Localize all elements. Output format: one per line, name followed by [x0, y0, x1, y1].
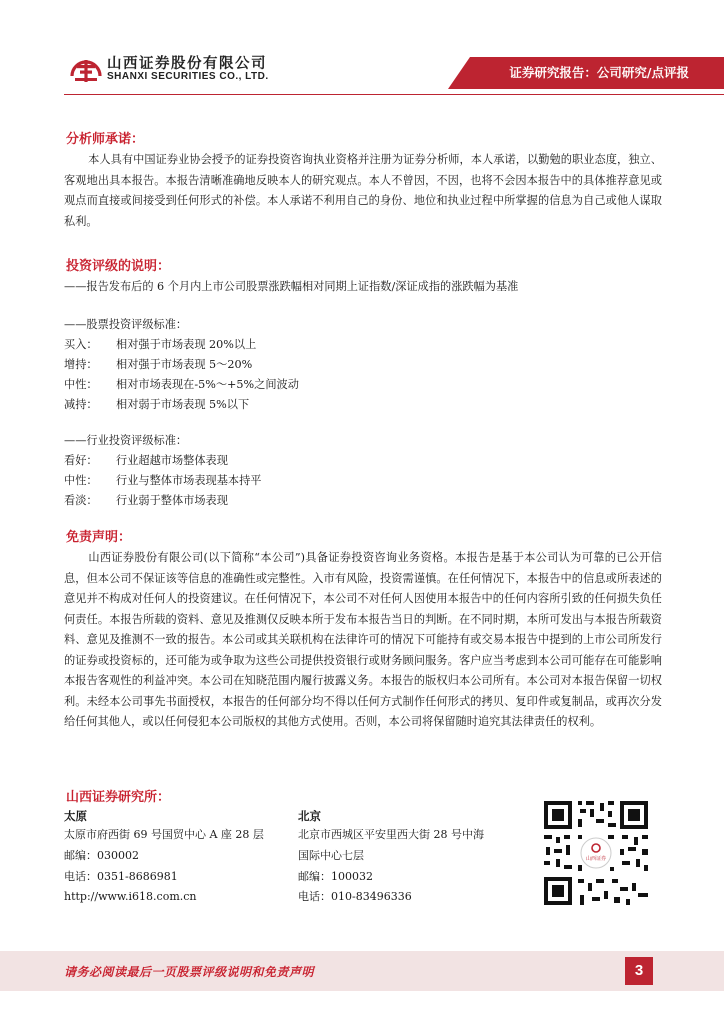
rating-label: 减持：: [64, 398, 98, 411]
qr-code-icon[interactable]: [542, 799, 650, 907]
taiyuan-postcode: 邮编：030002: [64, 849, 139, 862]
disclaimer-line: 本报告中的任何内容所引致的任何损失负任何责任。本报告所载的资料、意见及推测仅反映本所于发布本: [64, 592, 662, 626]
rating-desc: 相对强于市场表现 5～20%: [116, 358, 253, 371]
disclaimer-line: 制品，或再次分发给任何其他人，或以任何侵犯本公司版权的其他方式使用。否则，本公司将保留随时追: [64, 694, 662, 728]
analyst-pledge-title: 分析师承诺：: [66, 132, 145, 147]
stock-rating-heading: ——股票投资评级标准：: [64, 318, 188, 331]
disclaimer-text: [64, 548, 662, 733]
industry-rating-row: [64, 471, 261, 491]
institute-title: 山西证券研究所：: [66, 790, 171, 805]
page-number: 3: [625, 957, 653, 985]
rating-label: 中性：: [64, 378, 98, 391]
footer-note: 请务必阅读最后一页股票评级说明和免责声明: [64, 965, 315, 979]
rating-title: 投资评级的说明：: [66, 259, 171, 274]
analyst-pledge-line: 位和执业过程中所掌握的信息为自己或他人谋取私利。: [64, 194, 662, 228]
stock-rating-row: [64, 395, 249, 415]
disclaimer-line: 本报告中的信息或所表述的意见并不构成对任何人的投资建议。在任何情况下，本公司不对任何人因使用: [64, 571, 662, 605]
analyst-pledge-text: [64, 150, 662, 232]
shanxi-securities-logo-icon: [68, 54, 104, 84]
industry-rating-row: [64, 451, 228, 471]
rating-label: 增持：: [64, 358, 98, 371]
rating-desc: 行业超越市场整体表现: [116, 454, 228, 467]
beijing-address-line1: 北京市西城区平安里西大街 28 号中海: [298, 828, 484, 841]
rating-desc: 相对市场表现在-5%～+5%之间波动: [116, 378, 299, 391]
company-name-en: SHANXI SECURITIES CO., LTD.: [107, 71, 269, 82]
disclaimer-line: 报告当日的判断。在不同时期，本所可发出与本报告所载资料、意见及推测不一致的报告。本公司或其关: [64, 612, 662, 646]
taiyuan-city: 太原: [64, 809, 87, 823]
stock-rating-row: [64, 355, 252, 375]
rating-basis: ——报告发布后的 6 个月内上市公司股票涨跌幅相对同期上证指数/深证成指的涨跌幅为基准: [64, 280, 519, 293]
company-name-cn: 山西证券股份有限公司: [107, 56, 267, 72]
industry-rating-row: [64, 491, 228, 511]
beijing-address-line2: 国际中心七层: [298, 849, 364, 862]
page-header: [0, 0, 724, 110]
disclaimer-title: 免责声明：: [66, 530, 132, 545]
stock-rating-row: [64, 335, 256, 355]
stock-rating-row: [64, 375, 299, 395]
rating-desc: 行业与整体市场表现基本持平: [116, 474, 262, 487]
rating-label: 看好：: [64, 454, 98, 467]
rating-label: 买入：: [64, 338, 98, 351]
beijing-city: 北京: [298, 809, 321, 823]
taiyuan-address: 太原市府西街 69 号国贸中心 A 座 28 层: [64, 828, 264, 841]
header-divider: [64, 94, 724, 95]
rating-desc: 相对强于市场表现 20%以上: [116, 338, 257, 351]
analyst-pledge-line: 本人具有中国证券业协会授予的证券投资咨询执业资格并注册为证券分析师，本人承诺，以勤勉的职: [88, 153, 584, 166]
disclaimer-line: 联机构在法律许可的情况下可能持有或交易本报告中提到的上市公司所发行的证券或投资标的，还可能为: [64, 633, 662, 667]
analyst-pledge-line: 业态度，独立、客观地出具本报告。本报告清晰准确地反映本人的研究观点。本人不曾因，不因，也将不: [64, 153, 662, 187]
disclaimer-line: 究其法律责任的权利。: [489, 715, 602, 728]
rating-desc: 行业弱于整体市场表现: [116, 494, 228, 507]
qr-center-label: 山西证券: [585, 856, 607, 862]
report-type-label: 证券研究报告：公司研究/点评报: [509, 65, 689, 80]
rating-label: 中性：: [64, 474, 98, 487]
disclaimer-line: 的已公开信息，但本公司不保证该等信息的准确性或完整性。入市有风险，投资需谨慎。在任何情况下，: [64, 551, 662, 585]
beijing-postcode: 邮编：100032: [298, 870, 373, 883]
taiyuan-phone: 电话：0351-8686981: [64, 870, 178, 883]
rating-desc: 相对弱于市场表现 5%以下: [116, 398, 250, 411]
industry-rating-heading: ——行业投资评级标准：: [64, 434, 188, 447]
disclaimer-line: 山西证券股份有限公司(以下简称“本公司”)具备证券投资咨询业务资格。本报告是基于本公司认为可靠: [88, 551, 605, 564]
disclaimer-line: 的利益冲突。本公司在知晓范围内履行披露义务。本报告的版权归本公司所有。本公司对本报告保留一切: [131, 674, 651, 687]
beijing-phone: 电话：010-83496336: [298, 890, 412, 903]
analyst-pledge-line: 会因本报告中的具体推荐意见或观点而直接或间接受到任何形式的补偿。本人承诺不利用自己的身份、地: [64, 173, 662, 207]
disclaimer-line: 或争取为这些公司提供投资银行或财务顾问服务。客户应当考虑到本公司可能存在可能影响本报告客观性: [64, 653, 662, 687]
disclaimer-line: 权利。未经本公司事先书面授权，本报告的任何部分均不得以任何方式制作任何形式的拷贝、复印件或复: [64, 674, 662, 708]
rating-label: 看淡：: [64, 494, 98, 507]
website-link[interactable]: http://www.i618.com.cn: [64, 890, 197, 903]
